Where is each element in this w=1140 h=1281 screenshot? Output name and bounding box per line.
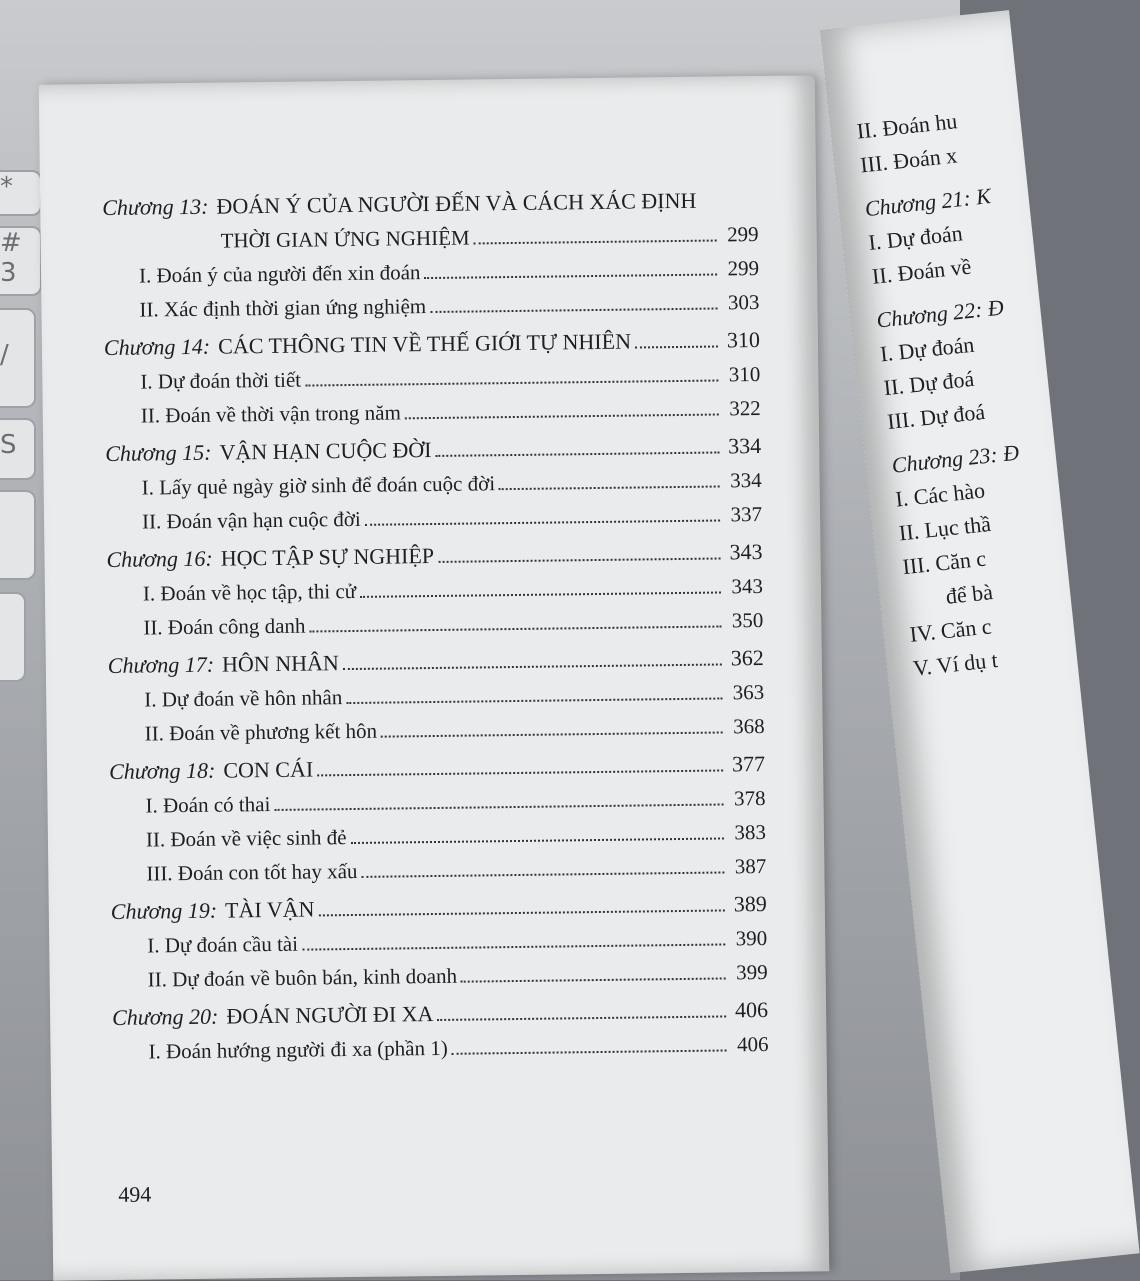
leader-dots: [343, 645, 722, 670]
toc-entry-title: HỌC TẬP SỰ NGHIỆP: [220, 542, 435, 571]
right-toc-chapter: Chương 23: Đ: [890, 439, 1021, 478]
right-toc-line: I. Dự đoán: [878, 331, 976, 367]
leader-dots: [435, 433, 719, 456]
table-of-contents: [102, 176, 769, 1072]
right-toc-line: II. Dự đoá: [882, 365, 976, 401]
toc-page-number: 406: [734, 996, 769, 1023]
right-toc-line: I. Dự đoán: [867, 220, 964, 256]
toc-entry-title: II. Xác định thời gian ứng nghiệm: [139, 294, 427, 322]
toc-section-row: [104, 360, 760, 396]
toc-chapter-row: [106, 538, 762, 574]
toc-section-row: [111, 958, 767, 994]
toc-section-row: [112, 1030, 768, 1066]
toc-entry-title: II. Đoán về việc sinh đẻ: [145, 825, 347, 852]
right-toc-line: III. Căn c: [901, 545, 988, 580]
page-number: 494: [118, 1181, 152, 1207]
toc-page-number: 299: [727, 255, 760, 281]
toc-page-number: 378: [733, 785, 766, 811]
toc-page-number: 363: [732, 679, 765, 705]
toc-entry-title: I. Đoán hướng người đi xa (phần 1): [148, 1035, 448, 1064]
toc-entry-title: I. Dự đoán về hôn nhân: [144, 685, 343, 712]
leader-dots: [452, 1031, 727, 1054]
toc-section-row: [103, 254, 759, 290]
toc-page-number: 322: [729, 395, 761, 421]
leader-dots: [499, 467, 720, 490]
toc-entry-title: I. Dự đoán thời tiết: [140, 367, 302, 394]
chapter-label: Chương 20:: [111, 1003, 219, 1030]
leader-dots: [381, 713, 723, 737]
left-page: [39, 75, 830, 1280]
keyboard-key: S: [0, 418, 36, 480]
toc-section-row: [110, 818, 766, 854]
toc-page-number: 337: [730, 501, 763, 527]
right-toc-line: I. Các hào: [894, 477, 987, 512]
right-toc-chapter: Chương 21: K: [863, 183, 992, 222]
chapter-label: Chương 19:: [110, 897, 218, 924]
toc-page-number: 303: [727, 289, 760, 315]
toc-entry-title: I. Đoán có thai: [145, 792, 271, 818]
toc-page-number: 350: [731, 607, 764, 633]
leader-dots: [317, 751, 723, 776]
toc-page-number: 390: [735, 925, 768, 951]
toc-section-row: [108, 678, 764, 714]
leader-dots: [361, 853, 724, 877]
toc-page-number: 377: [731, 750, 766, 777]
toc-page-number: 299: [726, 222, 759, 247]
toc-page-number: 310: [728, 361, 761, 387]
toc-entry-title: CÁC THÔNG TIN VỀ THẾ GIỚI TỰ NHIÊN: [218, 328, 632, 359]
toc-chapter-row: [108, 644, 764, 680]
chapter-label: Chương 15:: [105, 439, 212, 466]
toc-entry-title: II. Đoán công danh: [143, 613, 306, 640]
leader-dots: [360, 573, 721, 597]
toc-chapter-row: [111, 890, 767, 926]
toc-entry-title: II. Đoán về phương kết hôn: [144, 718, 378, 746]
leader-dots: [305, 362, 718, 387]
leader-dots: [350, 819, 724, 844]
keyboard-key: [0, 592, 26, 682]
leader-dots: [438, 539, 721, 562]
leader-dots: [309, 607, 721, 632]
toc-entry-title: HÔN NHÂN: [221, 650, 339, 677]
leader-dots: [302, 925, 725, 950]
toc-page-number: 343: [731, 573, 764, 599]
toc-entry-title: I. Đoán về học tập, thi cử: [142, 578, 357, 606]
leader-dots: [430, 290, 718, 314]
toc-section-row: [103, 288, 759, 324]
toc-page-number: 362: [730, 644, 764, 671]
toc-chapter-row: [112, 996, 768, 1032]
leader-dots: [274, 785, 723, 810]
toc-entry-title: ĐOÁN NGƯỜI ĐI XA: [226, 1001, 434, 1029]
leader-dots: [318, 891, 725, 916]
toc-chapter-row: [104, 326, 760, 362]
keyboard-key: *: [0, 170, 42, 216]
right-toc-line: để bà: [944, 579, 994, 609]
toc-chapter-row: [105, 432, 761, 468]
leader-dots: [461, 959, 726, 982]
toc-entry-title: II. Dự đoán về buôn bán, kinh doanh: [147, 963, 458, 992]
toc-entry-title: ĐOÁN Ý CỦA NGƯỜI ĐẾN VÀ CÁCH XÁC ĐỊNH: [216, 187, 697, 219]
leader-dots: [473, 222, 716, 245]
right-toc-line: II. Lục thầ: [897, 510, 993, 546]
toc-section-row: [107, 572, 763, 608]
right-toc-line: IV. Căn c: [908, 613, 993, 647]
toc-entry-title: I. Dự đoán cầu tài: [147, 931, 299, 958]
keyboard-key: /: [0, 308, 36, 408]
toc-entry-title: THỜI GIAN ỨNG NGHIỆM: [220, 225, 470, 253]
keyboard-key: [0, 490, 36, 580]
chapter-label: Chương 14:: [103, 333, 211, 361]
toc-entry-title: CON CÁI: [223, 756, 314, 783]
toc-entry-title: I. Đoán ý của người đến xin đoán: [138, 260, 421, 288]
toc-page-number: 334: [728, 432, 762, 459]
toc-page-number: 368: [732, 713, 765, 739]
right-toc-line: II. Đoán về: [870, 253, 973, 289]
toc-page-number: 343: [729, 538, 763, 565]
toc-entry-title: III. Đoán con tốt hay xấu: [146, 858, 358, 886]
toc-chapter-continuation: [102, 220, 758, 256]
toc-section-row: [109, 784, 765, 820]
leader-dots: [405, 396, 719, 420]
toc-entry-title: TÀI VẬN: [224, 896, 315, 923]
chapter-label: Chương 13:: [102, 193, 209, 221]
leader-dots: [635, 328, 718, 349]
chapter-label: Chương 16:: [106, 545, 213, 572]
toc-page-number: 310: [726, 326, 761, 353]
right-page-toc: [855, 103, 1042, 687]
leader-dots: [437, 997, 726, 1021]
leader-dots: [346, 679, 722, 704]
toc-section-row: [107, 606, 763, 642]
toc-entry-title: II. Đoán vận hạn cuộc đời: [141, 506, 361, 534]
toc-entry-title: I. Lấy quẻ ngày giờ sinh để đoán cuộc đời: [141, 471, 496, 500]
leader-dots: [365, 501, 721, 525]
chapter-label: Chương 18:: [108, 757, 216, 784]
toc-chapter-row: [109, 750, 765, 786]
right-toc-chapter: Chương 22: Đ: [875, 294, 1005, 333]
toc-section-row: [106, 500, 762, 536]
toc-section-row: [105, 394, 761, 430]
toc-page-number: 383: [734, 819, 767, 845]
toc-section-row: [108, 712, 764, 748]
toc-page-number: 406: [736, 1031, 769, 1057]
right-toc-line: V. Ví dụ t: [911, 646, 999, 681]
toc-page-number: 399: [735, 959, 768, 985]
chapter-label: Chương 17:: [107, 651, 215, 678]
right-toc-line: III. Dự đoá: [885, 398, 987, 435]
keyboard-key: # 3: [0, 226, 42, 296]
toc-section-row: [105, 466, 761, 502]
leader-dots: [424, 256, 717, 280]
right-toc-line: II. Đoán hu: [855, 108, 959, 144]
right-toc-line: III. Đoán x: [859, 142, 959, 178]
toc-entry-title: II. Đoán về thời vận trong năm: [140, 400, 402, 428]
toc-section-row: [111, 924, 767, 960]
toc-chapter-row: [102, 186, 758, 222]
toc-entry-title: VẬN HẠN CUỘC ĐỜI: [219, 437, 432, 465]
toc-page-number: 334: [729, 467, 762, 493]
toc-section-row: [110, 852, 766, 888]
toc-page-number: 387: [734, 853, 767, 879]
toc-page-number: 389: [733, 890, 767, 917]
